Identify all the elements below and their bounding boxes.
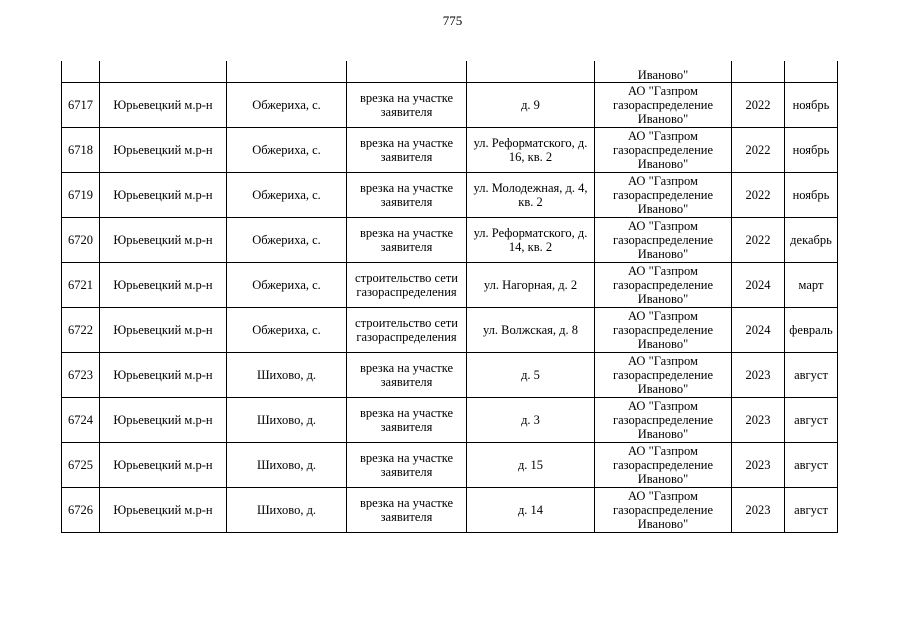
table-row — [62, 398, 838, 443]
cell-num: 6722 — [62, 308, 100, 353]
cell-month: ноябрь — [785, 128, 838, 173]
cell-year: 2023 — [732, 443, 785, 488]
cell-district: Юрьевецкий м.р-н — [100, 173, 227, 218]
cell-type: врезка на участке заявителя — [347, 218, 467, 263]
cell-month: август — [785, 488, 838, 533]
cell-district: Юрьевецкий м.р-н — [100, 488, 227, 533]
cell-num: 6717 — [62, 83, 100, 128]
cell-num — [62, 61, 100, 83]
cell-district: Юрьевецкий м.р-н — [100, 218, 227, 263]
cell-org: АО "Газпром газораспределение Иваново" — [595, 353, 732, 398]
cell-org: Иваново" — [595, 61, 732, 83]
cell-num: 6718 — [62, 128, 100, 173]
cell-org: АО "Газпром газораспределение Иваново" — [595, 173, 732, 218]
cell-address: д. 14 — [467, 488, 595, 533]
cell-month: август — [785, 443, 838, 488]
cell-type: врезка на участке заявителя — [347, 398, 467, 443]
cell-org: АО "Газпром газораспределение Иваново" — [595, 398, 732, 443]
cell-type — [347, 61, 467, 83]
cell-address — [467, 61, 595, 83]
cell-year: 2023 — [732, 398, 785, 443]
table-row — [62, 173, 838, 218]
cell-locality: Обжериха, с. — [227, 83, 347, 128]
cell-num: 6723 — [62, 353, 100, 398]
table-row — [62, 218, 838, 263]
cell-year: 2024 — [732, 263, 785, 308]
cell-org: АО "Газпром газораспределение Иваново" — [595, 218, 732, 263]
cell-org: АО "Газпром газораспределение Иваново" — [595, 263, 732, 308]
cell-num: 6719 — [62, 173, 100, 218]
table-row — [62, 83, 838, 128]
cell-type: врезка на участке заявителя — [347, 488, 467, 533]
cell-month: август — [785, 398, 838, 443]
cell-month: февраль — [785, 308, 838, 353]
cell-year: 2022 — [732, 128, 785, 173]
cell-year: 2023 — [732, 353, 785, 398]
cell-month: декабрь — [785, 218, 838, 263]
cell-type: врезка на участке заявителя — [347, 128, 467, 173]
cell-address: ул. Волжская, д. 8 — [467, 308, 595, 353]
cell-type: строительство сети газораспределения — [347, 263, 467, 308]
cell-locality: Обжериха, с. — [227, 218, 347, 263]
registry-table — [61, 61, 838, 533]
cell-locality: Обжериха, с. — [227, 263, 347, 308]
cell-month: март — [785, 263, 838, 308]
cell-org: АО "Газпром газораспределение Иваново" — [595, 308, 732, 353]
cell-num: 6726 — [62, 488, 100, 533]
cell-month — [785, 61, 838, 83]
cell-year: 2024 — [732, 308, 785, 353]
cell-month: август — [785, 353, 838, 398]
cell-locality: Обжериха, с. — [227, 173, 347, 218]
page-number: 775 — [442, 13, 463, 28]
cell-num: 6725 — [62, 443, 100, 488]
cell-locality: Шихово, д. — [227, 443, 347, 488]
cell-address: ул. Молодежная, д. 4, кв. 2 — [467, 173, 595, 218]
cell-district: Юрьевецкий м.р-н — [100, 308, 227, 353]
cell-address: д. 15 — [467, 443, 595, 488]
table-row — [62, 263, 838, 308]
continuation-row — [62, 61, 838, 83]
cell-district: Юрьевецкий м.р-н — [100, 353, 227, 398]
cell-org: АО "Газпром газораспределение Иваново" — [595, 488, 732, 533]
cell-address: ул. Реформатского, д. 14, кв. 2 — [467, 218, 595, 263]
cell-district — [100, 61, 227, 83]
cell-org: АО "Газпром газораспределение Иваново" — [595, 83, 732, 128]
cell-year: 2022 — [732, 173, 785, 218]
cell-locality: Шихово, д. — [227, 488, 347, 533]
cell-locality: Обжериха, с. — [227, 308, 347, 353]
cell-year: 2023 — [732, 488, 785, 533]
cell-num: 6724 — [62, 398, 100, 443]
cell-org: АО "Газпром газораспределение Иваново" — [595, 443, 732, 488]
table-row — [62, 353, 838, 398]
cell-address: ул. Реформатского, д. 16, кв. 2 — [467, 128, 595, 173]
cell-num: 6720 — [62, 218, 100, 263]
cell-org: АО "Газпром газораспределение Иваново" — [595, 128, 732, 173]
cell-locality: Шихово, д. — [227, 353, 347, 398]
table-row — [62, 488, 838, 533]
cell-district: Юрьевецкий м.р-н — [100, 83, 227, 128]
cell-locality: Обжериха, с. — [227, 128, 347, 173]
cell-address: ул. Нагорная, д. 2 — [467, 263, 595, 308]
cell-month: ноябрь — [785, 83, 838, 128]
cell-year — [732, 61, 785, 83]
cell-address: д. 9 — [467, 83, 595, 128]
cell-district: Юрьевецкий м.р-н — [100, 443, 227, 488]
table-row — [62, 443, 838, 488]
registry-body — [62, 61, 838, 533]
cell-type: врезка на участке заявителя — [347, 83, 467, 128]
cell-type: строительство сети газораспределения — [347, 308, 467, 353]
cell-address: д. 3 — [467, 398, 595, 443]
table-row — [62, 128, 838, 173]
cell-locality — [227, 61, 347, 83]
cell-locality: Шихово, д. — [227, 398, 347, 443]
cell-type: врезка на участке заявителя — [347, 443, 467, 488]
cell-address: д. 5 — [467, 353, 595, 398]
cell-month: ноябрь — [785, 173, 838, 218]
table-row — [62, 308, 838, 353]
cell-num: 6721 — [62, 263, 100, 308]
cell-district: Юрьевецкий м.р-н — [100, 263, 227, 308]
cell-district: Юрьевецкий м.р-н — [100, 398, 227, 443]
cell-type: врезка на участке заявителя — [347, 353, 467, 398]
cell-district: Юрьевецкий м.р-н — [100, 128, 227, 173]
cell-year: 2022 — [732, 83, 785, 128]
cell-year: 2022 — [732, 218, 785, 263]
cell-type: врезка на участке заявителя — [347, 173, 467, 218]
